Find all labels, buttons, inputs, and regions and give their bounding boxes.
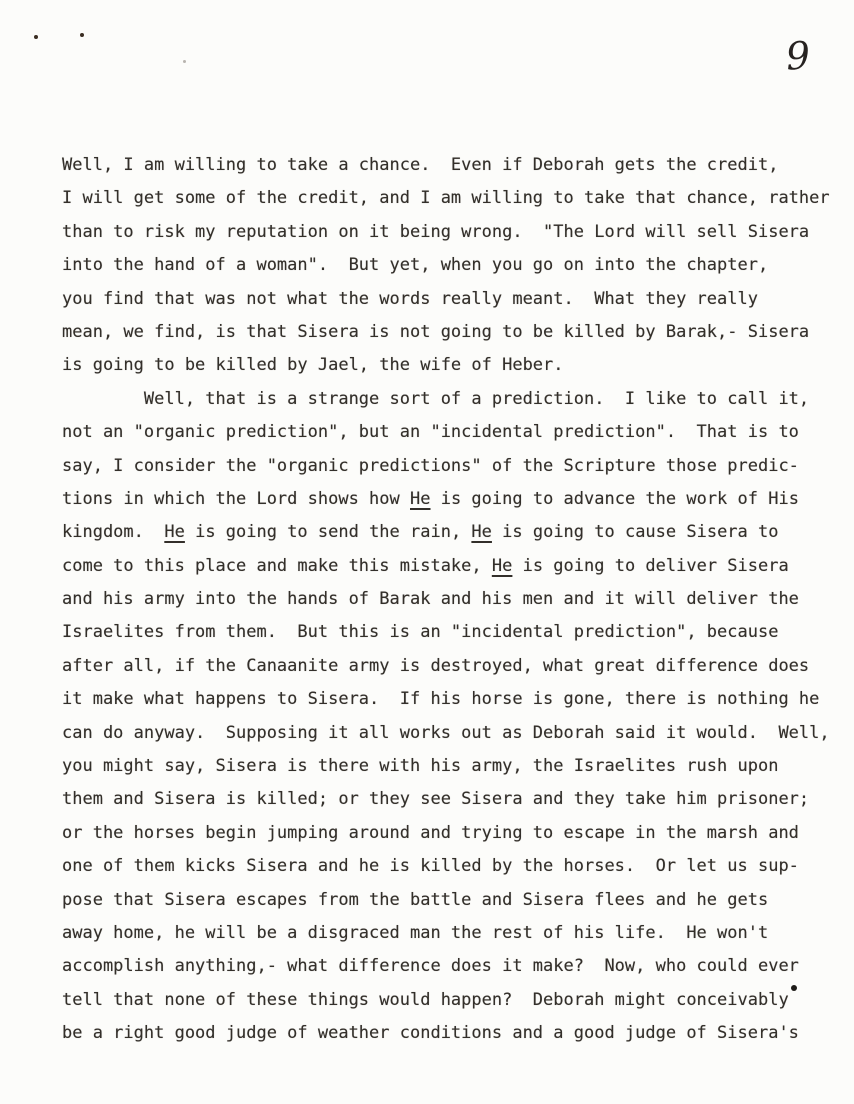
text-line: is going to be killed by Jael, the wife of Heber. [62,355,564,376]
typescript-body [62,149,854,1051]
stray-period-mark [791,985,797,991]
ink-speck [80,33,84,37]
text-line: come to this place and make this mistake, He is going to deliver Sisera [62,555,789,576]
text-line: tell that none of these things would happen? Deborah might conceivably [62,989,789,1010]
text-line: be a right good judge of weather conditions and a good judge of Sisera's [62,1023,799,1044]
text-line: after all, if the Canaanite army is destroyed, what great difference does [62,655,810,676]
text-line: accomplish anything,- what difference does it make? Now, who could ever [62,956,799,977]
text-line: you might say, Sisera is there with his army, the Israelites rush upon [62,756,779,777]
text-line: Israelites from them. But this is an "incidental prediction", because [62,622,779,643]
text-line: or the horses begin jumping around and trying to escape in the marsh and [62,822,799,843]
text-line: Well, that is a strange sort of a prediction. I like to call it, [62,388,810,409]
text-line: pose that Sisera escapes from the battle and Sisera flees and he gets [62,889,769,910]
text-line: not an "organic prediction", but an "incidental prediction". That is to [62,422,799,443]
text-line: can do anyway. Supposing it all works out as Deborah said it would. Well, [62,722,830,743]
text-line: you find that was not what the words really meant. What they really [62,288,758,309]
text-line: mean, we find, is that Sisera is not going to be killed by Barak,- Sisera [62,321,810,342]
text-line: one of them kicks Sisera and he is killed by the horses. Or let us sup- [62,856,799,877]
text-line: kingdom. He is going to send the rain, He is going to cause Sisera to [62,522,779,543]
text-line: into the hand of a woman". But yet, when you go on into the chapter, [62,255,769,276]
text-line: them and Sisera is killed; or they see Sisera and they take him prisoner; [62,789,810,810]
text-line: it make what happens to Sisera. If his horse is gone, there is nothing he [62,689,820,710]
text-line: and his army into the hands of Barak and his men and it will deliver the [62,589,799,610]
text-line: say, I consider the "organic predictions" of the Scripture those predic- [62,455,799,476]
ink-speck [183,60,186,63]
handwritten-page-number: 9 [784,33,812,79]
text-line: Well, I am willing to take a chance. Even if Deborah gets the credit, [62,155,779,175]
text-line: I will get some of the credit, and I am willing to take that chance, rather [62,188,830,209]
ink-speck [34,35,38,39]
text-line: tions in which the Lord shows how He is going to advance the work of His [62,488,799,509]
text-line: away home, he will be a disgraced man the rest of his life. He won't [62,922,769,943]
text-line: than to risk my reputation on it being wrong. "The Lord will sell Sisera [62,221,810,242]
